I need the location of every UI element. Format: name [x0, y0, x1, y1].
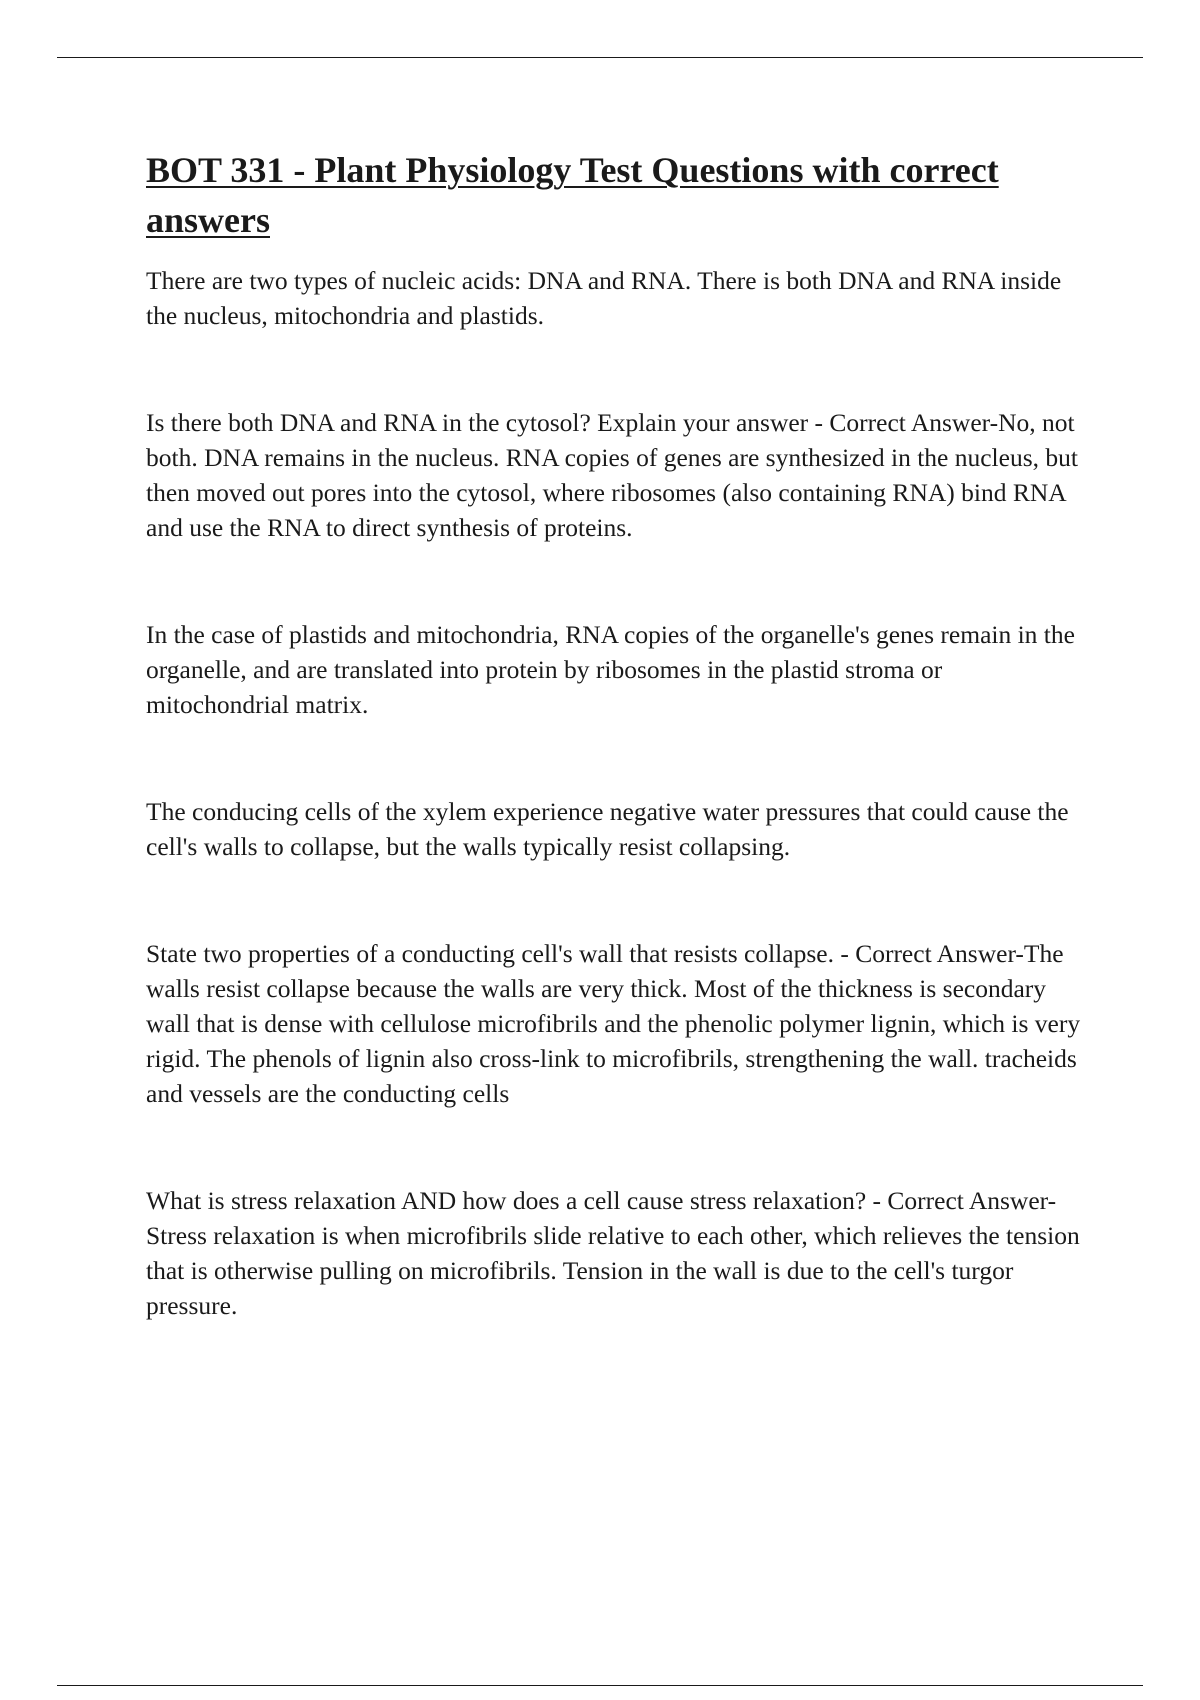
- paragraph-xylem-intro: The conducing cells of the xylem experience negative water pressures that could cause the cell's walls to collapse, but the walls typically resist collapsing.: [146, 797, 1069, 861]
- document-body: [146, 145, 1086, 1323]
- paragraph-wall-properties-question: State two properties of a conducting cell's wall that resists collapse. - Correct Answer-The walls resist collapse because the walls are very thick. Most of the thickness is secondary wall that is dense with cellulose microfibrils and the phenolic polymer lignin, which is very rigid. The phenols of lignin also cross-link to microfibrils, strengthening the wall. tracheids and vessels are the conducting cells: [146, 939, 1081, 1108]
- top-divider: [57, 57, 1143, 58]
- bottom-divider: [57, 1685, 1143, 1686]
- paragraph-nucleic-acids-intro: There are two types of nucleic acids: DNA and RNA. There is both DNA and RNA inside the nucleus, mitochondria and plastids.: [146, 266, 1062, 330]
- paragraph-plastids-mitochondria: In the case of plastids and mitochondria, RNA copies of the organelle's genes remain in the organelle, and are translated into protein by ribosomes in the plastid stroma or mitochondrial matrix.: [146, 620, 1075, 719]
- paragraph-cytosol-question: Is there both DNA and RNA in the cytosol? Explain your answer - Correct Answer-No, not both. DNA remains in the nucleus. RNA copies of genes are synthesized in the nucleus, but then moved out pores into the cytosol, where ribosomes (also containing RNA) bind RNA and use the RNA to direct synthesis of proteins.: [146, 408, 1078, 542]
- document-title: BOT 331 - Plant Physiology Test Questions with correct answers: [146, 150, 999, 240]
- paragraph-stress-relaxation-question: What is stress relaxation AND how does a cell cause stress relaxation? - Correct Answer-Stress relaxation is when microfibrils slide relative to each other, which relieves the tension that is otherwise pulling on microfibrils. Tension in the wall is due to the cell's turgor pressure.: [146, 1186, 1080, 1320]
